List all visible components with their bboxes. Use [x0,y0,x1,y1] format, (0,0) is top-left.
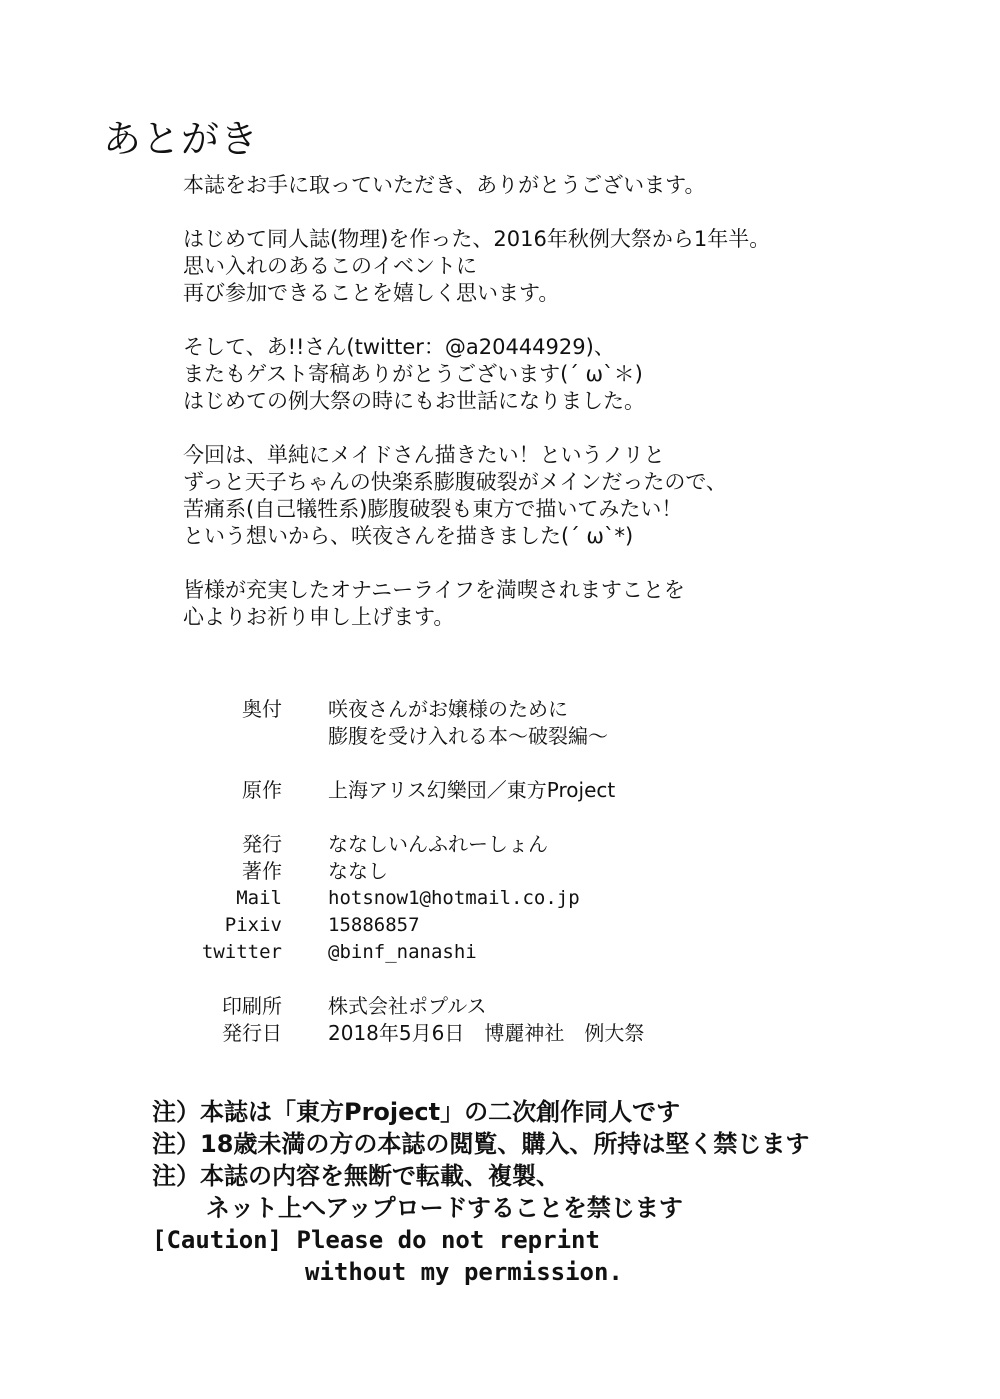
afterword-body [183,172,963,658]
colophon-label: 発行 [242,832,282,856]
text-line: はじめて同人誌(物理)を作った、2016年秋例大祭から1年半。 [183,227,771,251]
text-line: そして、あ!!さん(twitter：@a20444929)、 [183,335,615,359]
colophon-label: Mail [236,887,282,909]
text-line: 今回は、単純にメイドさん描きたい！というノリと [183,443,665,467]
paragraph [183,172,963,199]
text-line: 皆様が充実したオナニーライフを満喫されますことを [183,578,685,602]
paragraph [183,442,963,550]
text-line: 苦痛系(自己犠牲系)膨腹破裂も東方で描いてみたい！ [183,497,683,521]
book-title-line: 膨腹を受け入れる本～破裂編～ [328,724,608,748]
note-line: ネット上へアップロードすることを禁じます [206,1194,683,1222]
colophon-row-pixiv [190,912,890,939]
colophon-value: 株式会社ポプルス [328,994,487,1018]
email-address: hotsnow1@hotmail.co.jp [328,887,580,909]
colophon-label: 著作 [242,859,282,883]
note-line: 注）本誌の内容を無断で転載、複製、 [152,1162,560,1190]
book-title-line: 咲夜さんがお嬢様のために [328,697,568,721]
colophon-label: 発行日 [222,1021,282,1045]
colophon-row-twitter [190,939,890,966]
colophon-label: 原作 [242,778,282,802]
legal-notes [152,1096,952,1288]
colophon-row-date [190,1020,890,1047]
text-line: 本誌をお手に取っていただき、ありがとうございます。 [183,173,706,197]
text-line: ずっと天子ちゃんの快楽系膨腹破裂がメインだったので、 [183,470,727,494]
colophon-value: 上海アリス幻樂団／東方Project [328,778,616,802]
colophon-row-printer [190,993,890,1020]
text-line: という想いから、咲夜さんを描きました(´ ω`*) [183,524,634,548]
text-line: 心よりお祈り申し上げます。 [183,605,455,629]
publication-date: 2018年5月6日 博麗神社 例大祭 [328,1021,645,1045]
colophon-row-okuzuke [190,696,890,750]
caution-line: [Caution] Please do not reprint [152,1226,600,1254]
colophon-label: twitter [201,941,282,963]
colophon-label: Pixiv [224,914,282,936]
pixiv-id: 15886857 [328,914,420,936]
paragraph [183,226,963,307]
paragraph [183,334,963,415]
colophon-label: 印刷所 [222,994,282,1018]
page-title: あとがき [103,117,260,161]
colophon-row-chosaku [190,858,890,885]
colophon-row-mail [190,885,890,912]
paragraph [183,577,963,631]
twitter-handle: @binf_nanashi [328,941,477,963]
text-line: 再び参加できることを嬉しく思います。 [183,281,560,305]
colophon [190,696,890,1047]
note-line: 注）18歳未満の方の本誌の閲覧、購入、所持は堅く禁じます [152,1130,810,1158]
colophon-value: ななしいんふれーしょん [328,832,548,856]
colophon-label: 奥付 [242,697,282,721]
text-line: 思い入れのあるこのイベントに [183,254,477,278]
caution-line: without my permission. [305,1258,623,1286]
note-line: 注）本誌は「東方Project」の二次創作同人です [152,1098,681,1126]
colophon-row-gensaku [190,777,890,804]
text-line: はじめての例大祭の時にもお世話になりました。 [183,389,645,413]
text-line: またもゲスト寄稿ありがとうございます(´ ω`＊) [183,362,643,386]
colophon-row-hakko [190,831,890,858]
colophon-value: ななし [328,859,388,883]
